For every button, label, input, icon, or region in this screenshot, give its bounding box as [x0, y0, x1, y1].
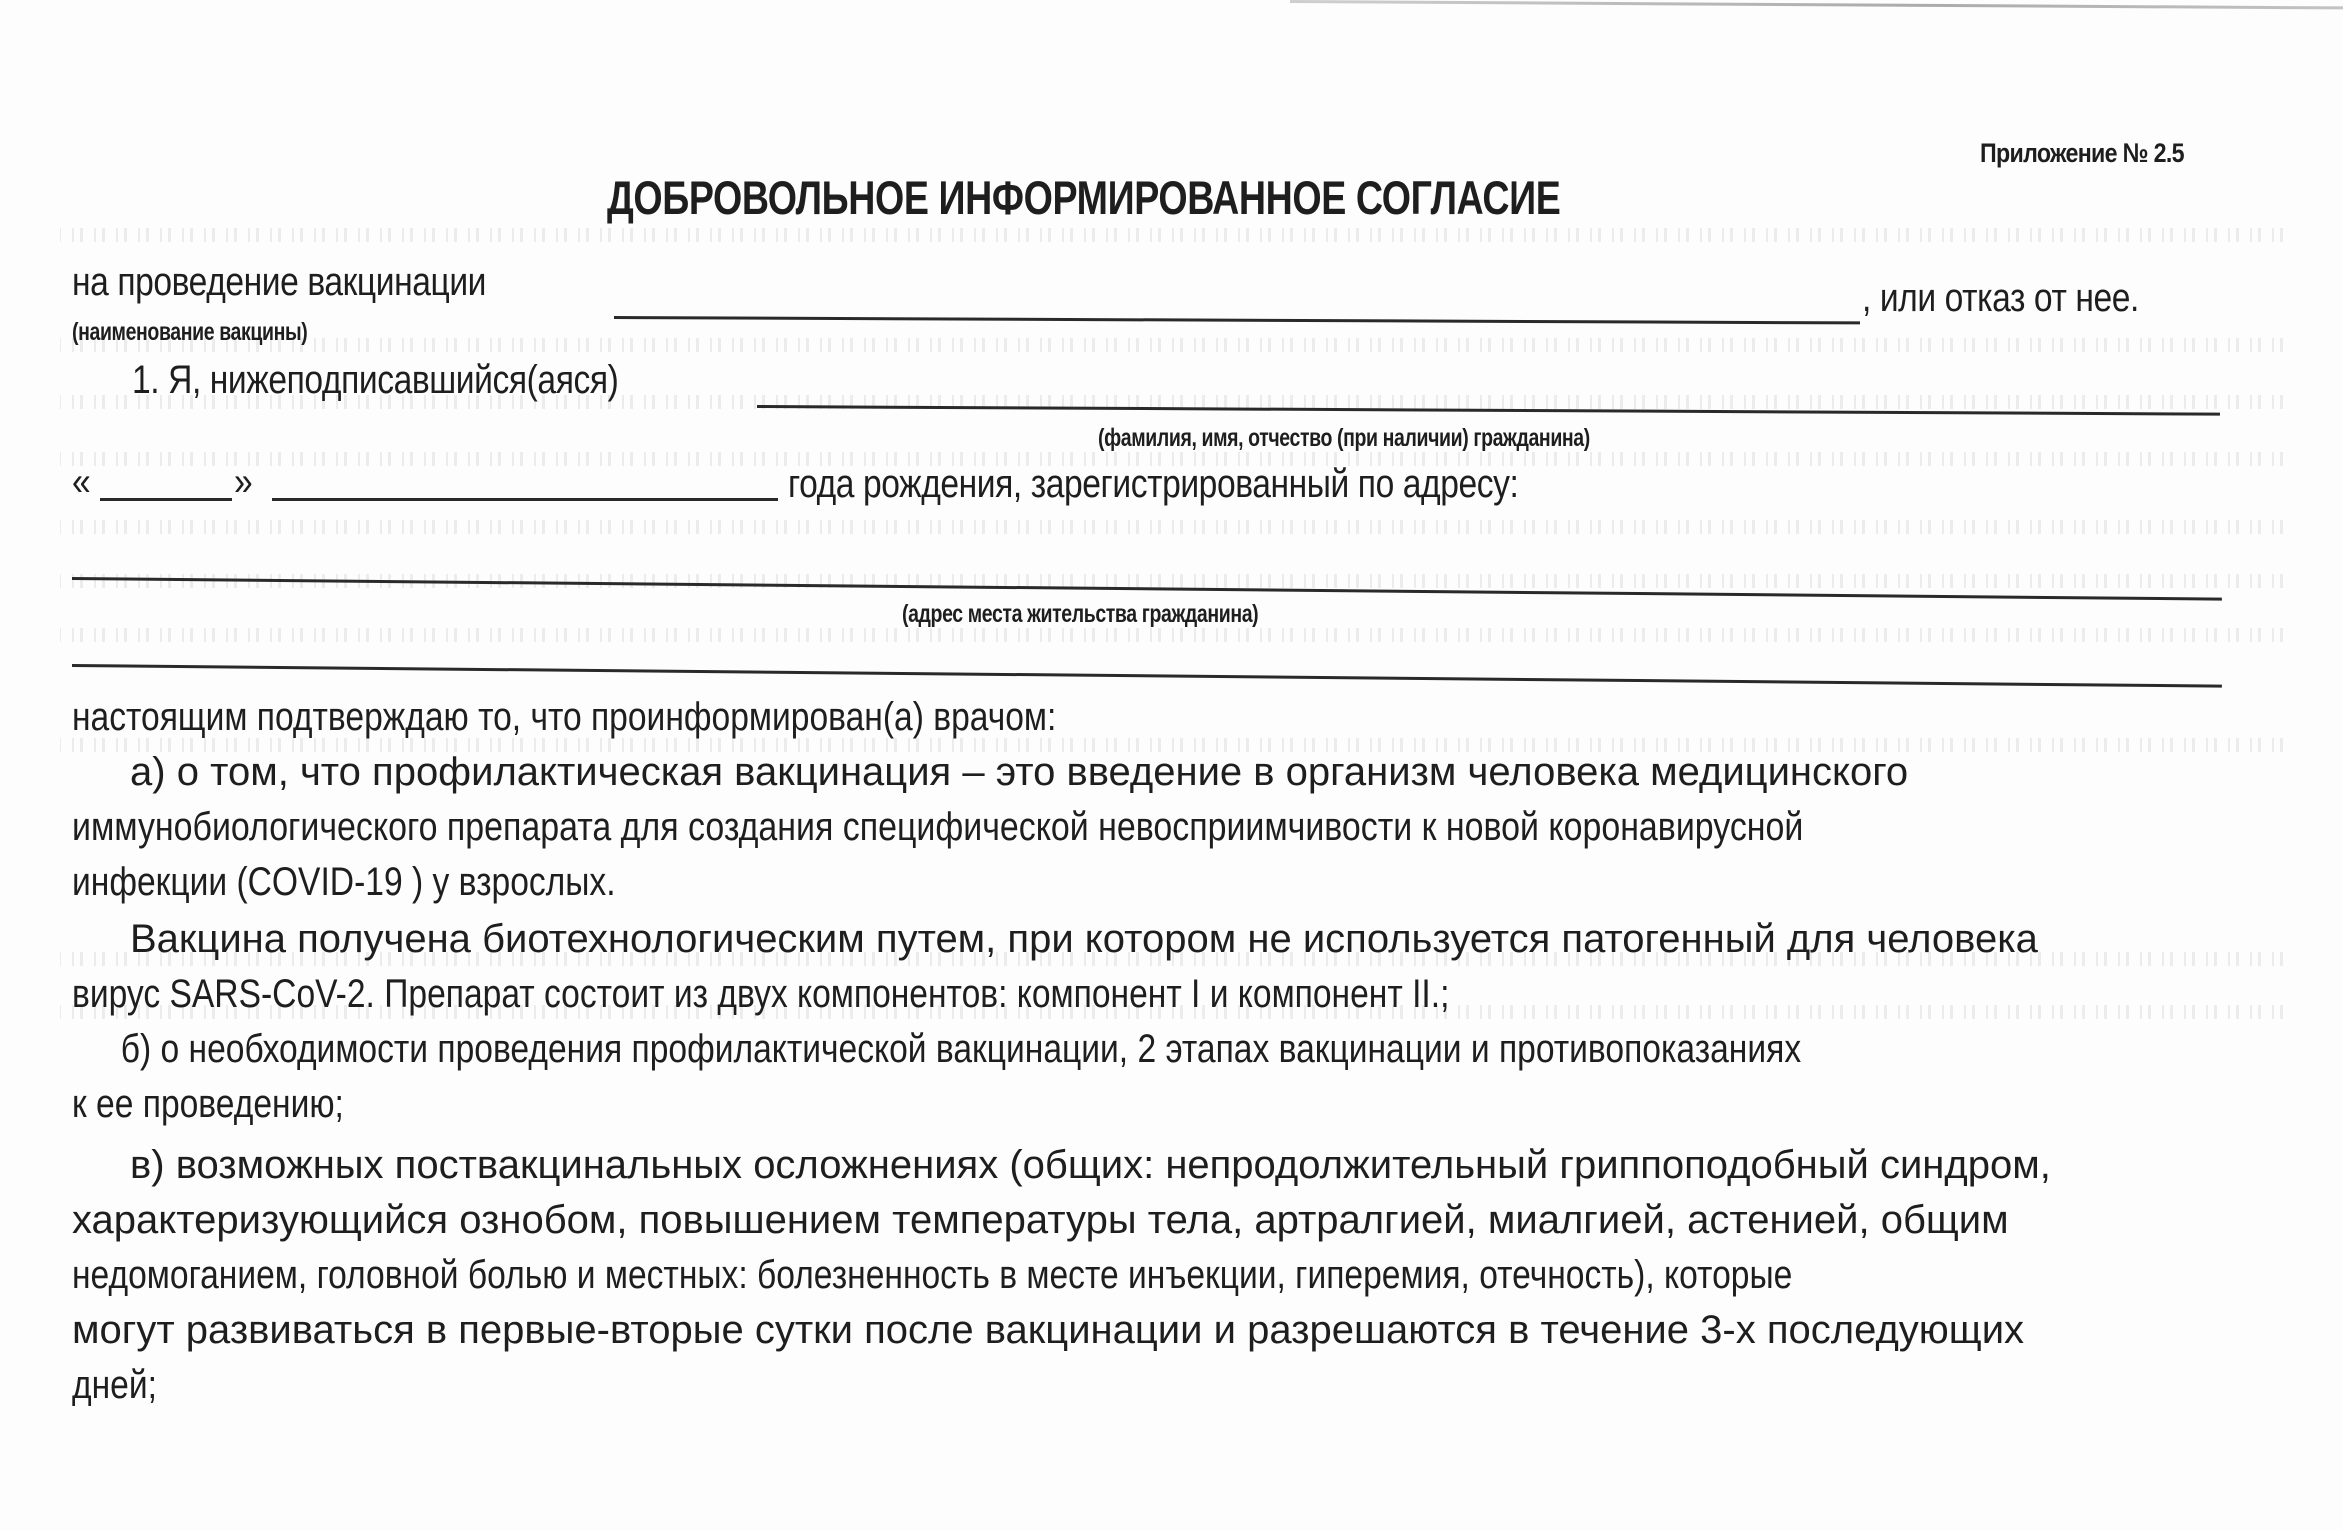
- bleed-through: [60, 228, 2283, 242]
- bleed-through: [60, 628, 2283, 642]
- item-v-line-3: недомоганием, головной болью и местных: болезненность в месте инъекции, гиперемия, отечность), которые: [72, 1253, 1793, 1297]
- vaccine-name-caption: (наименование вакцины): [72, 318, 308, 346]
- item-b-line-1: б) о необходимости проведения профилактической вакцинации, 2 этапах вакцинации и противопоказаниях: [120, 1027, 1802, 1071]
- address-caption: (адрес места жительства гражданина): [902, 600, 1259, 628]
- item-v-line-5: дней;: [72, 1363, 157, 1407]
- birth-line-suffix: года рождения, зарегистрированный по адресу:: [788, 462, 1519, 506]
- close-quote: »: [234, 460, 253, 504]
- vaccine-name-field[interactable]: [614, 316, 1860, 324]
- vaccine-info-line-1: Вакцина получена биотехнологическим путем, при котором не используется патогенный для человека: [130, 917, 2038, 961]
- person-line-prefix: 1. Я, нижеподписавшийся(аяся): [132, 358, 619, 402]
- item-b-line-2: к ее проведению;: [72, 1082, 344, 1126]
- item-v-line-2: характеризующийся ознобом, повышением температуры тела, артралгией, миалгией, астенией, общим: [72, 1198, 2009, 1242]
- item-v-line-1: в) возможных поствакцинальных осложнениях (общих: непродолжительный гриппоподобный синдром,: [130, 1143, 2051, 1187]
- address-field-2[interactable]: [72, 664, 2222, 688]
- consent-body: [72, 690, 2224, 1413]
- item-a-line-1: а) о том, что профилактическая вакцинация – это введение в организм человека медицинского: [130, 750, 1909, 794]
- intro-text: настоящим подтверждаю то, что проинформирован(а) врачом:: [72, 695, 1057, 739]
- paper-edge: [1290, 0, 2343, 9]
- vaccine-line-prefix: на проведение вакцинации: [72, 260, 487, 304]
- item-a-line-2: иммунобиологического препарата для создания специфической невосприимчивости к новой коронавирусной: [72, 805, 1804, 849]
- vaccine-line-suffix: , или отказ от нее.: [1862, 276, 2139, 320]
- item-v-line-4: могут развиваться в первые-вторые сутки после вакцинации и разрешаются в течение 3-х последующих: [72, 1308, 2025, 1352]
- document-title: ДОБРОВОЛЬНОЕ ИНФОРМИРОВАННОЕ СОГЛАСИЕ: [607, 171, 1561, 224]
- item-a-line-3: инфекции (COVID-19 ) у взрослых.: [72, 860, 616, 904]
- appendix-label: Приложение № 2.5: [1980, 138, 2184, 168]
- vaccine-info-line-2: вирус SARS-CoV-2. Препарат состоит из двух компонентов: компонент I и компонент II.;: [72, 972, 1450, 1016]
- open-quote: «: [72, 460, 91, 504]
- birth-month-year-field[interactable]: [272, 498, 778, 501]
- birth-day-field[interactable]: [100, 498, 232, 501]
- bleed-through: [60, 338, 2283, 352]
- full-name-caption: (фамилия, имя, отчество (при наличии) гражданина): [1098, 424, 1590, 452]
- bleed-through: [60, 520, 2283, 534]
